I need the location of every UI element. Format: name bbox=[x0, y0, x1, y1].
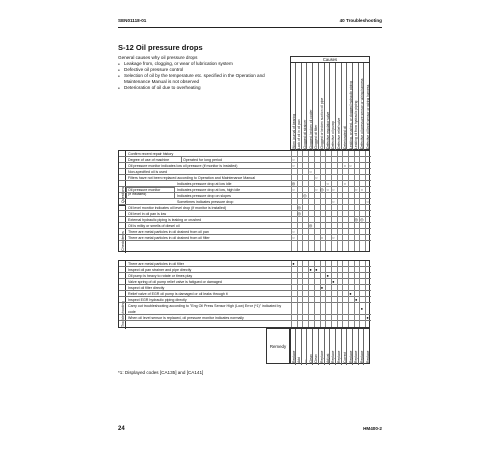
row-text: When oil level sensor is replaced, oil pressure monitor indicates normally bbox=[128, 316, 244, 320]
cause-label: Leaking oil from hydraulic piping bbox=[354, 100, 359, 149]
remedy-cell bbox=[302, 329, 307, 365]
mark-dcircle: ◎ bbox=[360, 217, 364, 222]
mark-filled: ● bbox=[320, 285, 324, 290]
cause-label: Defective relief valve bbox=[337, 117, 342, 149]
mark-dcircle: ◎ bbox=[308, 223, 313, 228]
cause-col bbox=[297, 63, 302, 151]
remedy-text: Add bbox=[297, 356, 302, 363]
grid-divider bbox=[308, 151, 309, 251]
cause-label: Clogged oil strainer bbox=[302, 119, 307, 149]
cause-label: Defective oil pump bbox=[331, 121, 336, 149]
remedy-cell bbox=[342, 329, 347, 365]
mark-filled: ● bbox=[349, 291, 352, 296]
mark-circle: ○ bbox=[326, 181, 329, 186]
grid-divider bbox=[337, 151, 338, 251]
page-header bbox=[118, 18, 382, 28]
grid-divider bbox=[302, 151, 303, 251]
table-row bbox=[119, 315, 371, 321]
mark-circle: ○ bbox=[354, 187, 358, 192]
cause-label: Lack of oil in oil pan bbox=[297, 119, 302, 149]
mark-dcircle: ◎ bbox=[291, 181, 296, 186]
grid-divider bbox=[354, 151, 355, 251]
remedy-text: Replace bbox=[320, 350, 324, 363]
page-number: 24 bbox=[118, 426, 125, 432]
row-text: Inspect EGR hydraulic piping directly bbox=[128, 298, 187, 302]
mark-filled: ● bbox=[366, 315, 369, 320]
intro-bullet: ● Deterioration of oil due to overheating bbox=[118, 85, 288, 91]
row-text: Indicates pressure drop on slopes bbox=[177, 194, 231, 198]
questions-table bbox=[118, 150, 370, 252]
intro-bullet: ● Leakage from, clogging, or wear of lubrication system bbox=[118, 61, 288, 67]
grid-divider bbox=[302, 261, 303, 327]
row-text: Oil level in oil pan is low bbox=[128, 212, 167, 216]
remedy-text: Adjust bbox=[325, 353, 330, 363]
intro-list bbox=[118, 61, 288, 91]
intro-bullet: ● Defective oil pressure control bbox=[118, 67, 288, 73]
doc-code: SEN01118-01 bbox=[118, 18, 147, 23]
footnote: *1: Displayed codes [CA135] and [CA141] bbox=[118, 370, 204, 375]
mark-circle: ○ bbox=[309, 169, 312, 174]
section-title: 40 Troubleshooting bbox=[339, 18, 382, 23]
row-text: There are metal particles in oil drained from oil pan bbox=[128, 230, 209, 234]
row-text: Indicates pressure drop at low idle bbox=[177, 182, 232, 186]
mark-filled: ● bbox=[309, 267, 312, 272]
cause-col bbox=[331, 63, 336, 151]
remedy-text: Replace bbox=[365, 350, 370, 363]
mark-filled: ● bbox=[326, 273, 329, 278]
mark-circle: ○ bbox=[292, 157, 295, 162]
mark-circle: ○ bbox=[292, 163, 295, 168]
row-text: Oil pressure monitor indicates low oil pressure (if monitor is installed) bbox=[128, 164, 238, 168]
grid-divider bbox=[354, 261, 355, 327]
remedy-text: Clean bbox=[308, 354, 313, 363]
mark-circle: ○ bbox=[332, 187, 335, 192]
cause-col bbox=[354, 63, 359, 151]
row-text: (if installed) bbox=[128, 192, 147, 196]
cause-col bbox=[348, 63, 353, 151]
cause-col bbox=[302, 63, 307, 151]
mark-circle: ○ bbox=[349, 163, 352, 168]
grid-divider bbox=[325, 261, 326, 327]
remedy-cell bbox=[308, 329, 313, 365]
grid-divider bbox=[359, 261, 360, 327]
mark-filled: ● bbox=[292, 261, 295, 266]
row-text: Oil pressure monitor bbox=[128, 188, 161, 192]
mark-circle: ○ bbox=[366, 199, 369, 204]
cause-label: Clogged, broken oil cooler bbox=[308, 109, 313, 149]
mark-circle: ○ bbox=[315, 175, 318, 180]
grid-divider bbox=[314, 151, 315, 251]
row-text: Inspect oil pan strainer and pipe directly bbox=[128, 268, 192, 272]
mark-circle: ○ bbox=[320, 235, 324, 240]
row-text: External hydraulic piping is leaking or crushed bbox=[128, 218, 202, 222]
row-text: There are metal particles in oil drained from oil filter bbox=[128, 236, 210, 240]
remedy-cell bbox=[325, 329, 330, 365]
grid-divider bbox=[297, 261, 298, 327]
cause-col bbox=[337, 63, 342, 151]
mark-filled: ● bbox=[360, 306, 364, 311]
mark-circle: ○ bbox=[332, 199, 335, 204]
cause-col bbox=[308, 63, 313, 151]
page-title: S-12 Oil pressure drops bbox=[118, 43, 203, 52]
grid-divider bbox=[320, 261, 321, 327]
remedy-cell bbox=[314, 329, 319, 365]
cause-label: Deteriorated oil bbox=[342, 126, 347, 149]
mark-circle: ○ bbox=[360, 187, 364, 192]
row-text: Operated for long period bbox=[183, 158, 222, 162]
troubleshooting-table bbox=[118, 260, 370, 328]
cause-label: Worn journal of bearing bbox=[291, 113, 296, 149]
grid-divider bbox=[325, 151, 326, 251]
remedy-text: Replace bbox=[359, 350, 364, 363]
mark-circle: ○ bbox=[292, 187, 295, 192]
mark-circle: ○ bbox=[343, 181, 346, 186]
row-text: Confirm recent repair history bbox=[128, 152, 174, 156]
cause-col bbox=[291, 63, 296, 151]
cause-label: Clogged or broken suction oil pipe bbox=[320, 97, 324, 149]
remedy-cell bbox=[320, 329, 325, 365]
cause-label: Defective regulator valve bbox=[325, 111, 330, 149]
remedy-text: — bbox=[302, 359, 307, 363]
row-text: Carry out troubleshooting according to "Eng Oil Press Sensor High (Low) Error (*1)" indicated by code bbox=[128, 304, 282, 314]
intro-bullet: ● Selection of oil by the temperature etc. specified in the Operation and Maintenance Manual is not observed bbox=[118, 73, 288, 85]
model-code: HM400-2 bbox=[363, 426, 382, 431]
group-label: Questions bbox=[120, 186, 125, 203]
row-text: Sometimes indicates pressure drop bbox=[177, 200, 234, 204]
grid-divider bbox=[291, 261, 292, 327]
intro-lead: General causes why oil pressure drops bbox=[118, 55, 198, 60]
mark-filled: ● bbox=[354, 297, 358, 302]
mark-circle: ○ bbox=[332, 235, 335, 240]
row-text: Oil is milky or smells of diesel oil bbox=[128, 224, 180, 228]
remedy-text: Clean bbox=[314, 354, 319, 363]
row-text: There are metal particles in oil filter bbox=[128, 262, 184, 266]
cause-col bbox=[320, 63, 325, 151]
group-label: Troubleshooting bbox=[120, 301, 125, 327]
cause-label: Defective oil level sensor or wiring harness bbox=[365, 84, 370, 149]
grid-divider bbox=[297, 151, 298, 251]
row-text: Inspect oil filter directly bbox=[128, 286, 165, 290]
remedy-text: Replace bbox=[331, 350, 336, 363]
intro-text bbox=[118, 55, 288, 91]
group-label: Check items bbox=[120, 231, 125, 251]
remedy-text: Replace bbox=[348, 350, 353, 363]
mark-dcircle: ◎ bbox=[297, 211, 301, 216]
row-text: Non-specified oil is used bbox=[128, 170, 167, 174]
mark-dcircle: ◎ bbox=[303, 193, 307, 198]
row-text: Degree of use of machine bbox=[128, 158, 170, 162]
cause-col bbox=[314, 63, 319, 151]
remedy-text: Replace bbox=[291, 350, 296, 363]
row-text: Valve spring of oil pump relief valve is fatigued or damaged bbox=[128, 280, 222, 284]
mark-circle: ○ bbox=[292, 235, 295, 240]
mark-dcircle: ◎ bbox=[354, 217, 358, 222]
remedy-cell bbox=[348, 329, 353, 365]
remedy-cell bbox=[359, 329, 364, 365]
grid-divider bbox=[331, 261, 332, 327]
remedy-label: Remedy bbox=[266, 328, 290, 364]
cause-col bbox=[325, 63, 330, 151]
row-text: Indicates pressure drop at low, high idle bbox=[177, 188, 241, 192]
remedy-cell bbox=[331, 329, 336, 365]
mark-circle: ○ bbox=[292, 229, 295, 234]
causes-header bbox=[290, 56, 370, 150]
table-row bbox=[119, 303, 371, 315]
remedy-cell bbox=[337, 329, 342, 365]
remedy-text: Replace bbox=[337, 350, 342, 363]
cause-label: Leaking, crushed, or clogged hydraulic piping bbox=[348, 80, 353, 149]
mark-circle: ○ bbox=[315, 187, 318, 192]
row-text: Oil level monitor indicates oil level drop (if monitor is installed) bbox=[128, 206, 227, 210]
mark-circle: ○ bbox=[326, 187, 329, 192]
row-text: Oil pump is heavy to rotate or times play bbox=[128, 274, 193, 278]
cause-col bbox=[365, 63, 370, 151]
grid-divider bbox=[337, 261, 338, 327]
cause-col bbox=[342, 63, 347, 151]
mark-dcircle: ◎ bbox=[297, 205, 301, 210]
grid-divider bbox=[359, 151, 360, 251]
mark-filled: ● bbox=[315, 267, 318, 272]
row-text: Filters have not been replaced according to Operation and Maintenance Manual bbox=[128, 176, 256, 180]
cause-col bbox=[359, 63, 364, 151]
mark-circle: ○ bbox=[343, 163, 346, 168]
grid-divider bbox=[342, 261, 343, 327]
causes-label: Causes bbox=[291, 57, 369, 63]
remedy-cell bbox=[291, 329, 296, 365]
cause-label: Defective oil pressure sensor or wiring harness bbox=[359, 78, 364, 149]
remedy-row bbox=[290, 328, 370, 364]
remedy-cell bbox=[297, 329, 302, 365]
cause-label: Clogged oil filter bbox=[314, 124, 319, 149]
remedy-cell bbox=[365, 329, 370, 365]
remedy-text: Replace bbox=[354, 350, 359, 363]
mark-filled: ● bbox=[332, 279, 335, 284]
row-text: Relief valve of EGR oil pump is damaged or oil leaks through it bbox=[128, 292, 228, 296]
mark-circle: ◎ bbox=[320, 187, 324, 192]
remedy-cell bbox=[354, 329, 359, 365]
remedy-text: Correct bbox=[342, 351, 347, 363]
